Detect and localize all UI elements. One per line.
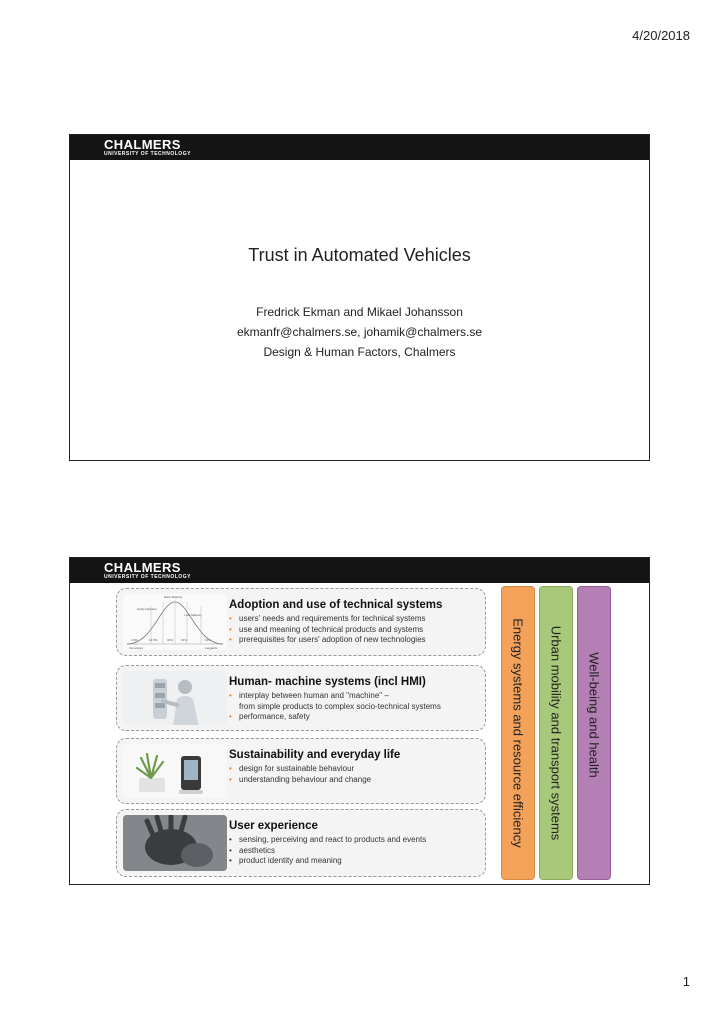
operator-photo [123, 671, 227, 725]
band-user-experience [116, 809, 486, 877]
presentation-title: Trust in Automated Vehicles [248, 245, 471, 265]
page-date: 4/20/2018 [632, 28, 690, 43]
authors-block [70, 302, 649, 342]
chalmers-logo [104, 562, 191, 581]
bullet-item: • prerequisites for users' adoption of new technologies [229, 635, 479, 646]
label-early-majority: Early Majority [163, 595, 183, 599]
bullet-continuation: from simple products to complex socio-technical systems [239, 701, 441, 711]
pillar-label: Urban mobility and transport systems [548, 625, 564, 841]
bullet-item: • use and meaning of technical products and systems [229, 625, 479, 636]
pillar-urban-mobility [539, 586, 573, 880]
band-text [229, 820, 479, 867]
band-sustainability [116, 738, 486, 804]
pillar-energy [501, 586, 535, 880]
author-emails: ekmanfr@chalmers.se, johamik@chalmers.se [236, 325, 483, 339]
logo-name: CHALMERS [104, 560, 181, 575]
author-names: Fredrick Ekman and Mikael Johansson [256, 305, 463, 319]
band-title: Adoption and use of technical systems [229, 599, 443, 611]
pct-laggards: 16% [205, 638, 212, 642]
pct-late-majority: 34% [181, 638, 188, 642]
bullet-item: • design for sustainable behaviour [229, 764, 479, 775]
band-human-machine [116, 665, 486, 731]
page-number: 1 [682, 974, 690, 989]
band-text [229, 676, 479, 723]
label-early-adopters: Early Adopters [137, 607, 157, 611]
chalmers-logo [104, 139, 191, 158]
band-title: Sustainability and everyday life [229, 749, 401, 761]
bullet-item: • performance, safety [229, 712, 479, 723]
slide-header [70, 558, 649, 583]
title-slide [69, 134, 650, 461]
band-adoption [116, 588, 486, 656]
logo-subtitle: UNIVERSITY OF TECHNOLOGY [104, 151, 191, 157]
band-text [229, 749, 479, 785]
band-text [229, 599, 479, 646]
pct-early-majority: 34% [167, 638, 174, 642]
bullet-item: • sensing, perceiving and react to products and events [229, 835, 479, 846]
band-title: Human- machine systems (incl HMI) [229, 676, 426, 688]
affiliation: Design & Human Factors, Chalmers [263, 345, 456, 359]
label-late-majority: Late Majority [184, 613, 202, 617]
pillar-well-being [577, 586, 611, 880]
hands-photo [123, 815, 227, 871]
band-title: User experience [229, 820, 318, 832]
pillar-label: Energy systems and resource efficiency [510, 618, 526, 848]
bullet-item: • interplay between human and "machine" – [229, 691, 479, 702]
logo-subtitle: UNIVERSITY OF TECHNOLOGY [104, 574, 191, 580]
label-laggards: Laggards [205, 646, 218, 650]
bullet-item: • users' needs and requirements for technical systems [229, 614, 479, 625]
bullet-item: • product identity and meaning [229, 856, 479, 867]
pct-innovators: 2.5% [131, 638, 138, 642]
logo-name: CHALMERS [104, 137, 181, 152]
slide-header [70, 135, 649, 160]
pct-early-adopters: 13.5% [149, 638, 158, 642]
bullet-item: • understanding behaviour and change [229, 775, 479, 786]
pillar-label: Well-being and health [586, 652, 602, 779]
plant-device-photo [123, 744, 227, 798]
research-areas-slide [69, 557, 650, 885]
bullet-item: • aesthetics [229, 846, 479, 857]
label-innovators: Innovators [129, 646, 144, 650]
diffusion-curve-image [123, 594, 227, 650]
